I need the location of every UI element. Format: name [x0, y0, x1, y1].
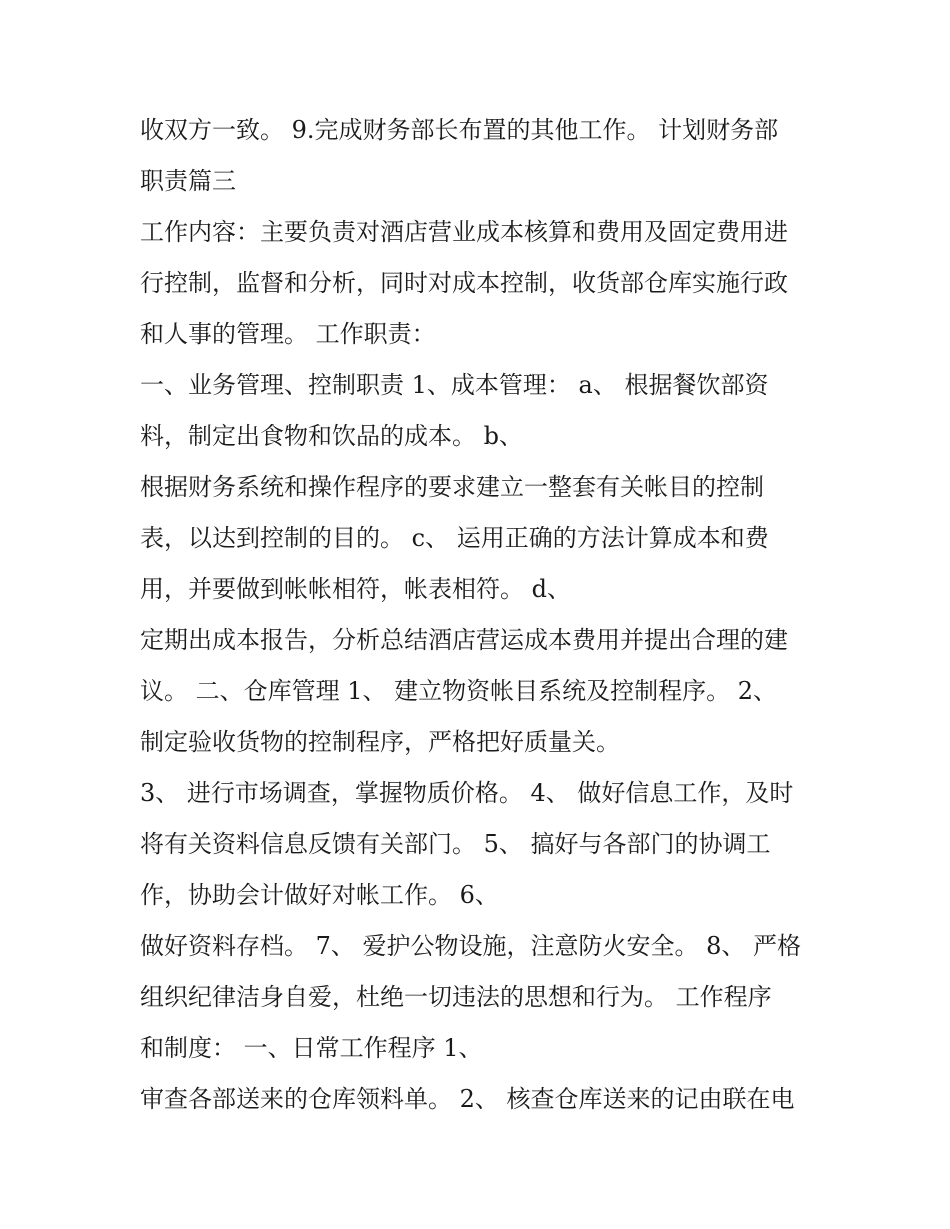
text-line: 做好资料存档。 7、 爱护公物设施，注意防火安全。 8、 严格: [140, 932, 802, 960]
text-line: 工作内容：主要负责对酒店营业成本核算和费用及固定费用进: [140, 218, 788, 246]
text-line: 一、业务管理、控制职责 1、成本管理： a、 根据餐饮部资: [140, 371, 769, 399]
text-line: 作，协助会计做好对帐工作。 6、: [140, 881, 499, 909]
text-line: 料，制定出食物和饮品的成本。 b、: [140, 422, 523, 450]
text-line: 和人事的管理。 工作职责：: [140, 320, 436, 348]
text-line: 和制度： 一、日常工作程序 1、: [140, 1034, 483, 1062]
text-line: 制定验收货物的控制程序，严格把好质量关。: [140, 728, 620, 756]
text-line: 3、 进行市场调查，掌握物质价格。 4、 做好信息工作，及时: [140, 779, 794, 807]
text-line: 收双方一致。 9.完成财务部长布置的其他工作。 计划财务部: [140, 116, 779, 144]
text-line: 职责篇三: [140, 167, 236, 195]
text-line: 行控制，监督和分析，同时对成本控制，收货部仓库实施行政: [140, 269, 788, 297]
text-line: 将有关资料信息反馈有关部门。 5、 搞好与各部门的协调工: [140, 830, 771, 858]
text-line: 表，以达到控制的目的。 c、 运用正确的方法计算成本和费: [140, 524, 769, 552]
text-line: 议。 二、仓库管理 1、 建立物资帐目系统及控制程序。 2、: [140, 677, 778, 705]
text-line: 组织纪律洁身自爱，杜绝一切违法的思想和行为。 工作程序: [140, 983, 772, 1011]
text-line: 用，并要做到帐帐相符，帐表相符。 d、: [140, 575, 571, 603]
text-line: 审查各部送来的仓库领料单。 2、 核查仓库送来的记由联在电: [140, 1085, 795, 1113]
text-line: 定期出成本报告，分析总结酒店营运成本费用并提出合理的建: [140, 626, 788, 654]
text-line: 根据财务系统和操作程序的要求建立一整套有关帐目的控制: [140, 473, 764, 501]
